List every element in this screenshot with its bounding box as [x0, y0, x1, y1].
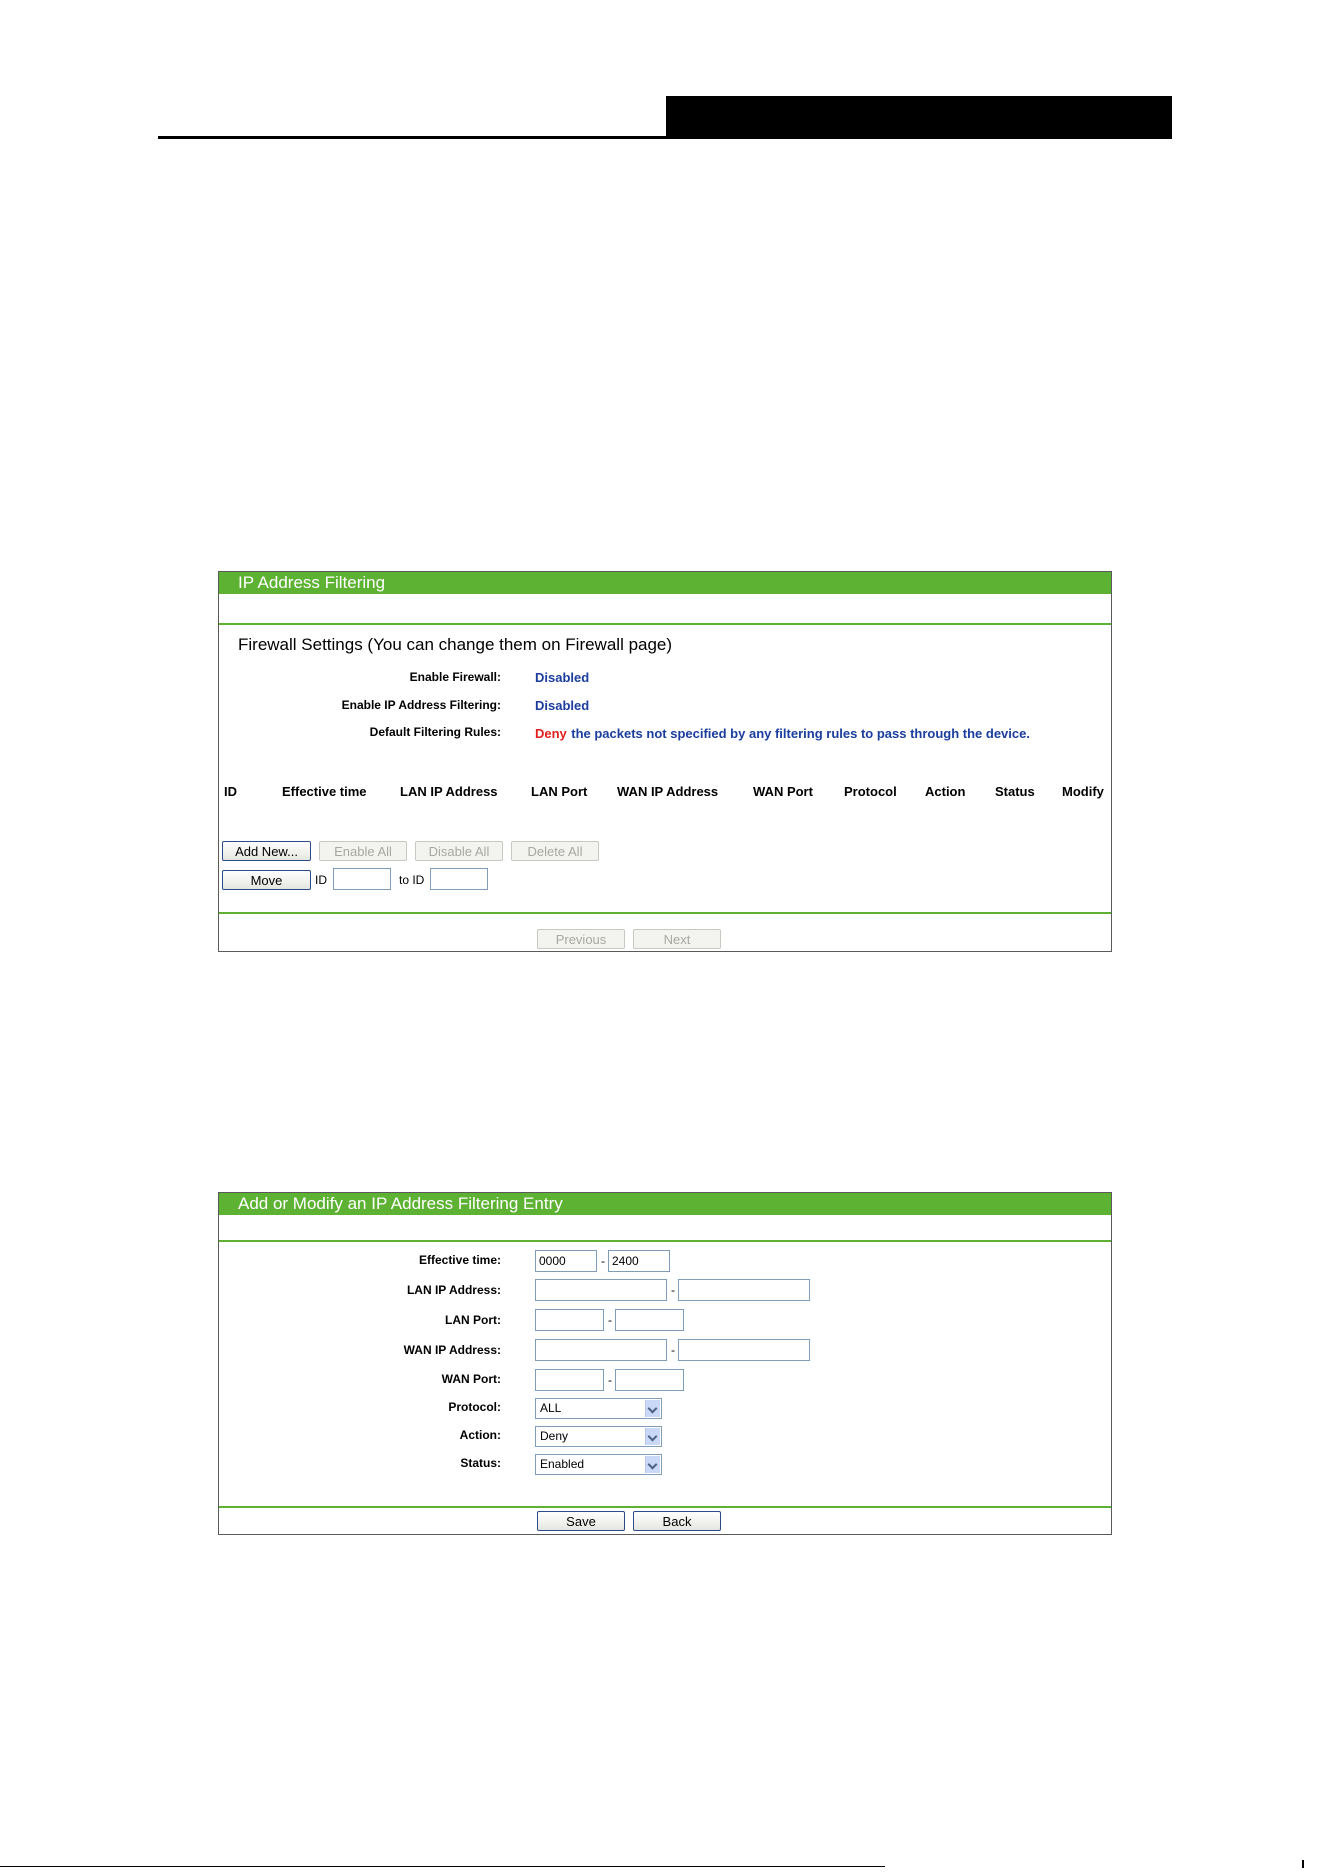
delete-all-button[interactable]: Delete All	[511, 841, 599, 861]
separator	[219, 912, 1111, 914]
protocol-label: Protocol:	[448, 1400, 501, 1414]
chevron-down-icon[interactable]	[645, 1400, 660, 1417]
deny-text: Deny	[535, 726, 567, 741]
lan-port-end-input[interactable]	[615, 1309, 684, 1331]
default-rules-value	[535, 725, 1030, 743]
lan-ip-start-input[interactable]	[535, 1279, 667, 1301]
dash: -	[608, 1313, 612, 1327]
panel-title: IP Address Filtering	[219, 572, 1111, 594]
separator	[219, 1506, 1111, 1508]
separator	[219, 1240, 1111, 1242]
enable-ip-filtering-value: Disabled	[535, 698, 590, 713]
next-button[interactable]: Next	[633, 929, 721, 949]
protocol-selected-value: ALL	[540, 1401, 562, 1415]
wan-ip-end-input[interactable]	[678, 1339, 810, 1361]
enable-all-button[interactable]: Enable All	[319, 841, 407, 861]
add-new-button[interactable]: Add New...	[222, 841, 311, 861]
move-button[interactable]: Move	[222, 870, 311, 890]
col-protocol: Protocol	[844, 784, 897, 799]
time-start-input[interactable]	[535, 1250, 597, 1272]
firewall-settings-heading: Firewall Settings (You can change them on Firewall page)	[238, 635, 673, 654]
default-rules-description: the packets not specified by any filtering rules to pass through the device.	[571, 726, 1030, 741]
ip-filtering-panel	[218, 571, 1112, 952]
time-end-input[interactable]	[608, 1250, 670, 1272]
col-modify: Modify	[1062, 784, 1104, 799]
col-effective-time: Effective time	[282, 784, 367, 799]
footer-rule	[0, 1866, 885, 1867]
header-black-bar	[666, 96, 1172, 139]
dash: -	[671, 1283, 675, 1297]
effective-time-label: Effective time:	[418, 1253, 501, 1267]
action-select[interactable]	[535, 1426, 662, 1447]
footer-mark	[1302, 1860, 1304, 1868]
status-label: Status:	[460, 1456, 501, 1470]
lan-port-label: LAN Port:	[445, 1313, 501, 1327]
wan-port-label: WAN Port:	[441, 1372, 501, 1386]
separator	[219, 623, 1111, 625]
col-action: Action	[925, 784, 966, 799]
move-to-id-input[interactable]	[430, 868, 488, 890]
wan-ip-start-input[interactable]	[535, 1339, 667, 1361]
col-wan-ip: WAN IP Address	[617, 784, 719, 799]
move-from-id-input[interactable]	[333, 868, 391, 890]
col-lan-ip: LAN IP Address	[400, 784, 498, 799]
dash: -	[601, 1254, 605, 1268]
enable-firewall-label: Enable Firewall:	[409, 670, 501, 684]
default-rules-label: Default Filtering Rules:	[369, 725, 501, 739]
disable-all-button[interactable]: Disable All	[415, 841, 503, 861]
col-wan-port: WAN Port	[753, 784, 813, 799]
col-status: Status	[995, 784, 1035, 799]
chevron-down-icon[interactable]	[645, 1428, 660, 1445]
dash: -	[608, 1373, 612, 1387]
dash: -	[671, 1343, 675, 1357]
move-id-label: ID	[315, 873, 327, 887]
previous-button[interactable]: Previous	[537, 929, 625, 949]
lan-ip-label: LAN IP Address:	[406, 1283, 501, 1297]
back-button[interactable]: Back	[633, 1511, 721, 1531]
wan-port-start-input[interactable]	[535, 1369, 604, 1391]
lan-port-start-input[interactable]	[535, 1309, 604, 1331]
save-button[interactable]: Save	[537, 1511, 625, 1531]
entry-panel	[218, 1192, 1112, 1535]
action-selected-value: Deny	[540, 1429, 569, 1443]
status-select[interactable]	[535, 1454, 662, 1475]
move-to-id-label: to ID	[399, 873, 425, 887]
lan-ip-end-input[interactable]	[678, 1279, 810, 1301]
status-selected-value: Enabled	[540, 1457, 585, 1471]
panel-title: Add or Modify an IP Address Filtering Entry	[219, 1193, 1111, 1215]
wan-ip-label: WAN IP Address:	[403, 1343, 501, 1357]
col-lan-port: LAN Port	[531, 784, 588, 799]
action-label: Action:	[459, 1428, 501, 1442]
enable-firewall-value: Disabled	[535, 670, 590, 685]
col-id: ID	[224, 784, 237, 799]
enable-ip-filtering-label: Enable IP Address Filtering:	[341, 698, 501, 712]
chevron-down-icon[interactable]	[645, 1456, 660, 1473]
wan-port-end-input[interactable]	[615, 1369, 684, 1391]
protocol-select[interactable]	[535, 1398, 662, 1419]
